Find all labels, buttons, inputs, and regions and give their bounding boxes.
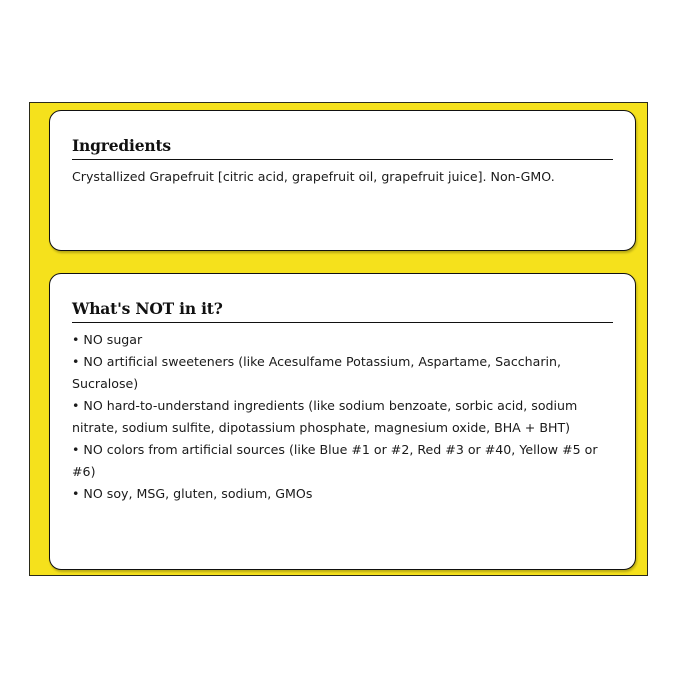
ingredients-heading: Ingredients bbox=[72, 136, 613, 160]
not-in-it-heading: What's NOT in it? bbox=[72, 299, 613, 323]
list-item-no-artificial-colors: • NO colors from artificial sources (like Blue #1 or #2, Red #3 or #40, Yellow #5 or #6) bbox=[72, 442, 598, 479]
not-in-it-list bbox=[72, 329, 615, 505]
list-item-no-sugar: • NO sugar bbox=[72, 332, 143, 347]
list-item-no-hard-ingredients: • NO hard-to-understand ingredients (like sodium benzoate, sorbic acid, sodium nitrate, sodium sulfite, dipotassium phosphate, magnesium oxide, BHA + BHT) bbox=[72, 398, 578, 435]
ingredients-text: Crystallized Grapefruit [citric acid, grapefruit oil, grapefruit juice]. Non-GMO. bbox=[72, 169, 555, 184]
list-item-no-soy-msg-gluten: • NO soy, MSG, gluten, sodium, GMOs bbox=[72, 486, 313, 501]
ingredients-card bbox=[49, 110, 636, 251]
not-in-it-card bbox=[49, 273, 636, 570]
list-item-no-artificial-sweeteners: • NO artificial sweeteners (like Acesulfame Potassium, Aspartame, Saccharin, Sucralose) bbox=[72, 354, 562, 391]
not-in-it-content bbox=[72, 329, 615, 505]
